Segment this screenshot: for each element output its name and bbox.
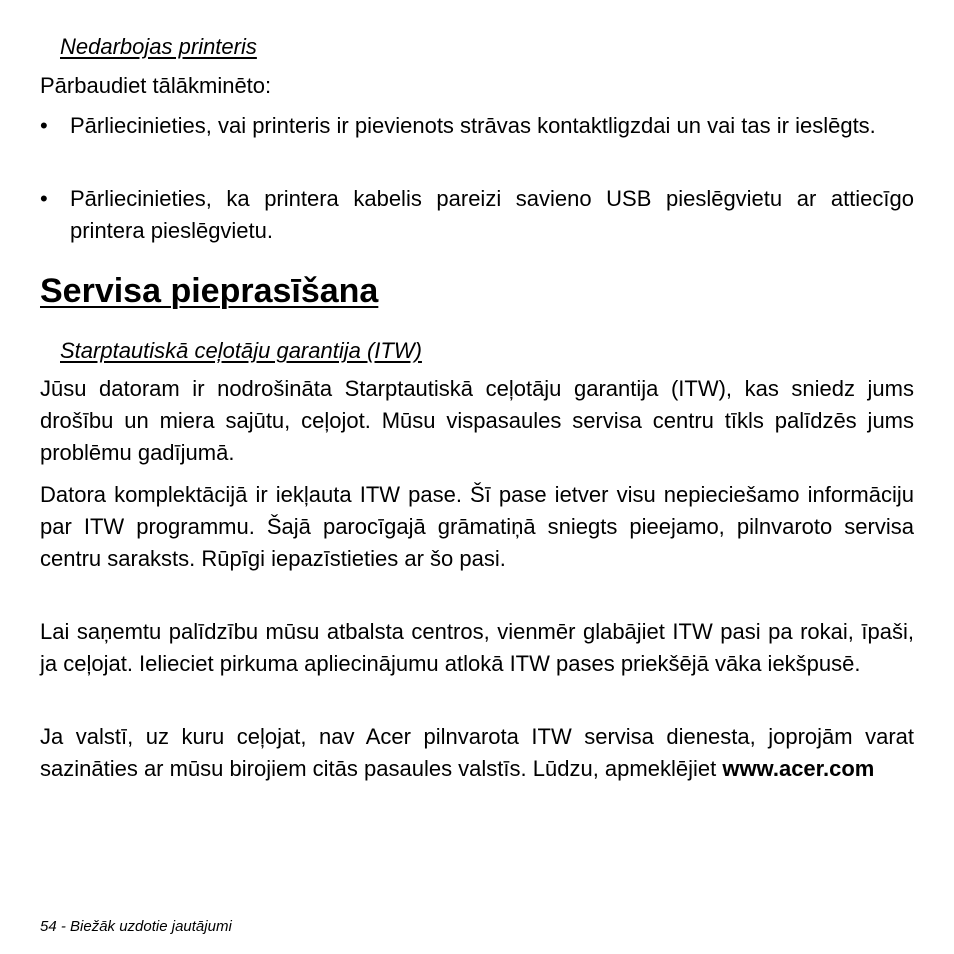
page-footer: 54 - Biežāk uzdotie jautājumi bbox=[40, 918, 232, 935]
paragraph-itw-intro: Jūsu datoram ir nodrošināta Starptautiskā ceļotāju garantija (ITW), kas sniedz jums drošību un miera sajūtu, ceļojot. Mūsu vispasaules servisa centru tīkls palīdzēs jums problēmu gadījumā. bbox=[40, 376, 914, 465]
subheading-itw: Starptautiskā ceļotāju garantija (ITW) bbox=[60, 338, 422, 363]
contact-text: Ja valstī, uz kuru ceļojat, nav Acer pilnvarota ITW servisa dienesta, joprojām varat sazināties ar mūsu birojiem citās pasaules valstīs. Lūdzu, apmeklējiet bbox=[40, 724, 914, 781]
paragraph-itw-keep: Lai saņemtu palīdzību mūsu atbalsta centros, vienmēr glabājiet ITW pasi pa rokai, īpaši, ja ceļojat. Ielieciet pirkuma apliecinājumu atlokā ITW pases priekšējā vāka iekšpusē. bbox=[40, 619, 914, 676]
bullet-icon: • bbox=[40, 186, 48, 211]
bullet-text: Pārliecinieties, vai printeris ir pievienots strāvas kontaktligzdai un vai tas ir ieslēgts. bbox=[70, 113, 876, 138]
paragraph-itw-passport: Datora komplektācijā ir iekļauta ITW pase. Šī pase ietver visu nepieciešamo informāciju par ITW programmu. Šajā parocīgajā grāmatiņā sniegts pieejamo, pilnvaroto servisa centru saraksts. Rūpīgi iepazīstieties ar šo pasi. bbox=[40, 482, 914, 571]
subheading-printer: Nedarbojas printeris bbox=[60, 34, 257, 59]
bullet-icon: • bbox=[40, 113, 48, 138]
website-link[interactable]: www.acer.com bbox=[722, 756, 875, 781]
paragraph-itw-contact bbox=[40, 721, 914, 785]
bullet-text: Pārliecinieties, ka printera kabelis pareizi savieno USB pieslēgvietu ar attiecīgo printera pieslēgvietu. bbox=[70, 186, 914, 243]
section-heading: Servisa pieprasīšana bbox=[40, 272, 379, 310]
intro-paragraph: Pārbaudiet tālākminēto: bbox=[40, 73, 272, 98]
